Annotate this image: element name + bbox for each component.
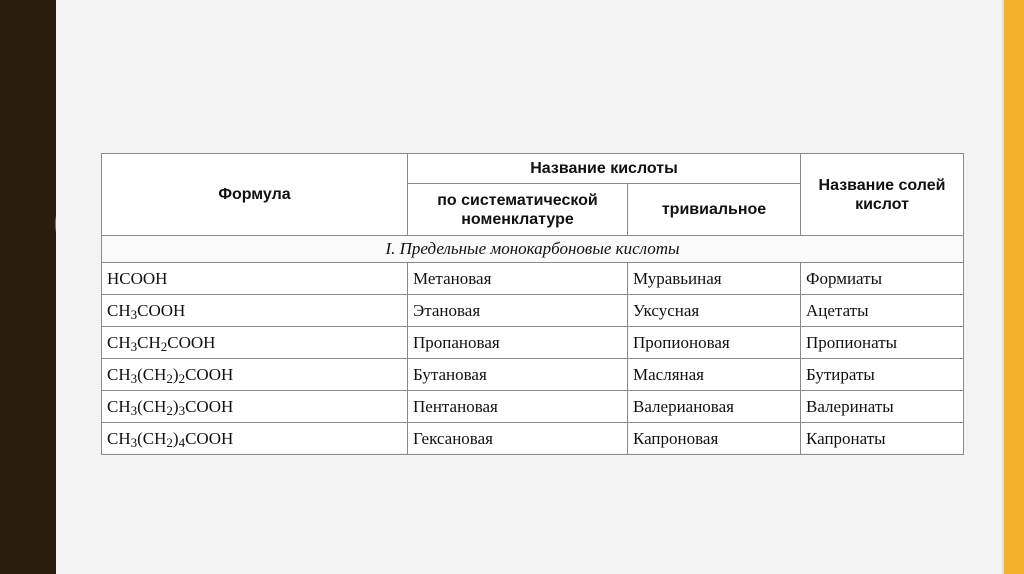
- cell-formula: HCOOH: [102, 263, 408, 295]
- cell-formula: $CH_3(CH_2)_4COOH$: [102, 423, 408, 455]
- cell-systematic-name: Этановая: [408, 295, 628, 327]
- section-title: I. Предельные монокарбоновые кислоты: [102, 236, 964, 263]
- cell-systematic-name: Метановая: [408, 263, 628, 295]
- cell-formula: $CH_3CH_2COOH$: [102, 327, 408, 359]
- cell-systematic-name: Пентановая: [408, 391, 628, 423]
- table-row: [102, 423, 964, 455]
- cell-trivial-name: Пропионовая: [628, 327, 801, 359]
- table-row: [102, 327, 964, 359]
- table-row: [102, 295, 964, 327]
- cell-trivial-name: Валериановая: [628, 391, 801, 423]
- cell-formula: $CH_3COOH$: [102, 295, 408, 327]
- cell-formula: $CH_3(CH_2)_3COOH$: [102, 391, 408, 423]
- table-row: [102, 391, 964, 423]
- cell-salt-name: Пропионаты: [801, 327, 964, 359]
- decorative-accent-bar: [1002, 0, 1024, 574]
- cell-systematic-name: Гексановая: [408, 423, 628, 455]
- cell-salt-name: Капронаты: [801, 423, 964, 455]
- header-trivial: тривиальное: [628, 184, 801, 236]
- cell-salt-name: Валеринаты: [801, 391, 964, 423]
- header-systematic: по систематической номенклатуре: [408, 184, 628, 236]
- cell-salt-name: Бутираты: [801, 359, 964, 391]
- header-salt-names: Название солей кислот: [801, 154, 964, 236]
- cell-trivial-name: Масляная: [628, 359, 801, 391]
- table-row: [102, 359, 964, 391]
- cell-trivial-name: Муравьиная: [628, 263, 801, 295]
- table-row: [102, 263, 964, 295]
- cell-trivial-name: Капроновая: [628, 423, 801, 455]
- cell-formula: $CH_3(CH_2)_2COOH$: [102, 359, 408, 391]
- header-formula: Формула: [102, 154, 408, 236]
- carboxylic-acids-table: [101, 153, 963, 453]
- cell-systematic-name: Бутановая: [408, 359, 628, 391]
- cell-systematic-name: Пропановая: [408, 327, 628, 359]
- header-acid-name: Название кислоты: [408, 154, 801, 184]
- cell-salt-name: Ацетаты: [801, 295, 964, 327]
- cell-trivial-name: Уксусная: [628, 295, 801, 327]
- cell-salt-name: Формиаты: [801, 263, 964, 295]
